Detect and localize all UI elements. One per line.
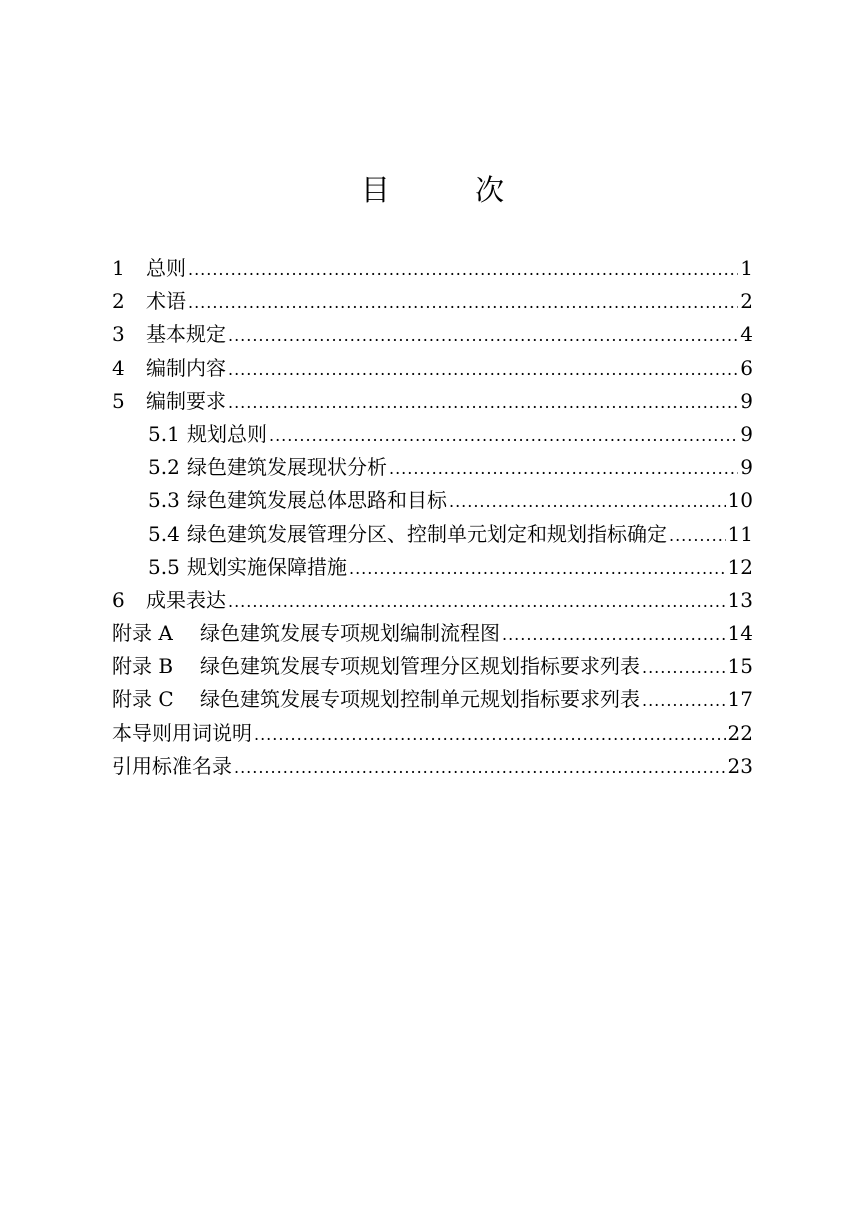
toc-entry-page: 9 — [740, 421, 753, 446]
toc-entry-number: 6 — [112, 587, 125, 612]
toc-entry-page: 2 — [740, 289, 753, 314]
dot-leader — [389, 452, 738, 484]
toc-entry-appendix-a[interactable] — [112, 617, 753, 650]
toc-entry-title: 本导则用词说明 — [112, 720, 252, 745]
page-title: 目 次 — [360, 173, 543, 207]
toc-entry-title: 绿色建筑发展专项规划管理分区规划指标要求列表 — [200, 654, 640, 679]
toc-entry-title: 成果表达 — [146, 587, 226, 612]
toc-entry-number: 5.2 — [148, 455, 180, 480]
dot-leader — [228, 353, 738, 385]
toc-entry-title: 编制内容 — [146, 355, 226, 380]
toc-entry-title: 术语 — [146, 289, 186, 314]
dot-leader — [228, 386, 738, 418]
toc-entry-page: 17 — [727, 687, 753, 712]
toc-entry-number: 5.5 — [148, 554, 180, 579]
toc-entry-number: 1 — [112, 256, 125, 280]
toc-entry-page: 6 — [740, 355, 753, 380]
dot-leader — [188, 286, 738, 318]
toc-entry-number: 5.1 — [148, 421, 180, 446]
dot-leader — [188, 253, 738, 285]
toc-entry-number: 附录 A — [112, 621, 173, 646]
toc-entry-page: 10 — [727, 488, 753, 513]
dot-leader — [234, 751, 726, 783]
dot-leader — [349, 552, 726, 584]
toc-entry-title: 基本规定 — [146, 322, 226, 347]
dot-leader — [669, 519, 726, 551]
toc-entry-6[interactable] — [112, 584, 753, 617]
toc-entry-4[interactable] — [112, 352, 753, 385]
toc-entry-title: 引用标准名录 — [112, 753, 232, 778]
toc-entry-5-1[interactable] — [112, 418, 753, 451]
dot-leader — [269, 419, 738, 451]
toc-entry-title: 绿色建筑发展总体思路和目标 — [187, 488, 447, 513]
toc-entry-page: 13 — [727, 587, 753, 612]
toc-entry-page: 4 — [740, 322, 753, 347]
toc-entry-terminology[interactable] — [112, 717, 753, 750]
dot-leader — [254, 718, 726, 750]
dot-leader — [502, 618, 726, 650]
toc-entry-page: 14 — [727, 621, 753, 646]
toc-entry-number: 2 — [112, 289, 125, 314]
toc-entry-2[interactable] — [112, 285, 753, 318]
toc-entry-page: 22 — [727, 720, 753, 745]
toc-entry-5[interactable] — [112, 385, 753, 418]
toc-entry-title: 绿色建筑发展专项规划控制单元规划指标要求列表 — [200, 687, 640, 712]
toc-entry-appendix-b[interactable] — [112, 650, 753, 683]
toc-entry-number: 5.3 — [148, 488, 180, 513]
toc-entry-5-4[interactable] — [112, 518, 753, 551]
toc-entry-title: 总则 — [146, 256, 186, 280]
toc-entry-number: 4 — [112, 355, 125, 380]
dot-leader — [449, 485, 726, 517]
toc-entry-title: 规划实施保障措施 — [187, 554, 347, 579]
toc-entry-title: 绿色建筑发展现状分析 — [187, 455, 387, 480]
toc-entry-page: 12 — [727, 554, 753, 579]
toc-entry-5-3[interactable] — [112, 484, 753, 517]
toc-entry-page: 15 — [727, 654, 753, 679]
table-of-contents — [112, 252, 753, 783]
toc-entry-number: 5 — [112, 388, 125, 413]
toc-entry-1[interactable] — [112, 252, 753, 285]
toc-entry-appendix-c[interactable] — [112, 683, 753, 716]
toc-entry-references[interactable] — [112, 750, 753, 783]
toc-entry-page: 23 — [727, 753, 753, 778]
toc-entry-title: 编制要求 — [146, 388, 226, 413]
dot-leader — [228, 585, 726, 617]
dot-leader — [228, 319, 738, 351]
dot-leader — [642, 684, 726, 716]
toc-entry-number: 3 — [112, 322, 125, 347]
toc-entry-title: 绿色建筑发展专项规划编制流程图 — [200, 621, 500, 646]
toc-entry-5-2[interactable] — [112, 451, 753, 484]
toc-entry-title: 规划总则 — [187, 421, 267, 446]
toc-entry-page: 9 — [740, 455, 753, 480]
toc-entry-page: 1 — [740, 256, 753, 280]
toc-entry-number: 5.4 — [148, 521, 180, 546]
toc-entry-3[interactable] — [112, 318, 753, 351]
toc-entry-number: 附录 B — [112, 654, 174, 679]
dot-leader — [642, 651, 726, 683]
toc-entry-title: 绿色建筑发展管理分区、控制单元划定和规划指标确定 — [187, 521, 667, 546]
toc-entry-5-5[interactable] — [112, 551, 753, 584]
toc-entry-number: 附录 C — [112, 687, 174, 712]
toc-entry-page: 9 — [740, 388, 753, 413]
toc-entry-page: 11 — [727, 521, 753, 546]
